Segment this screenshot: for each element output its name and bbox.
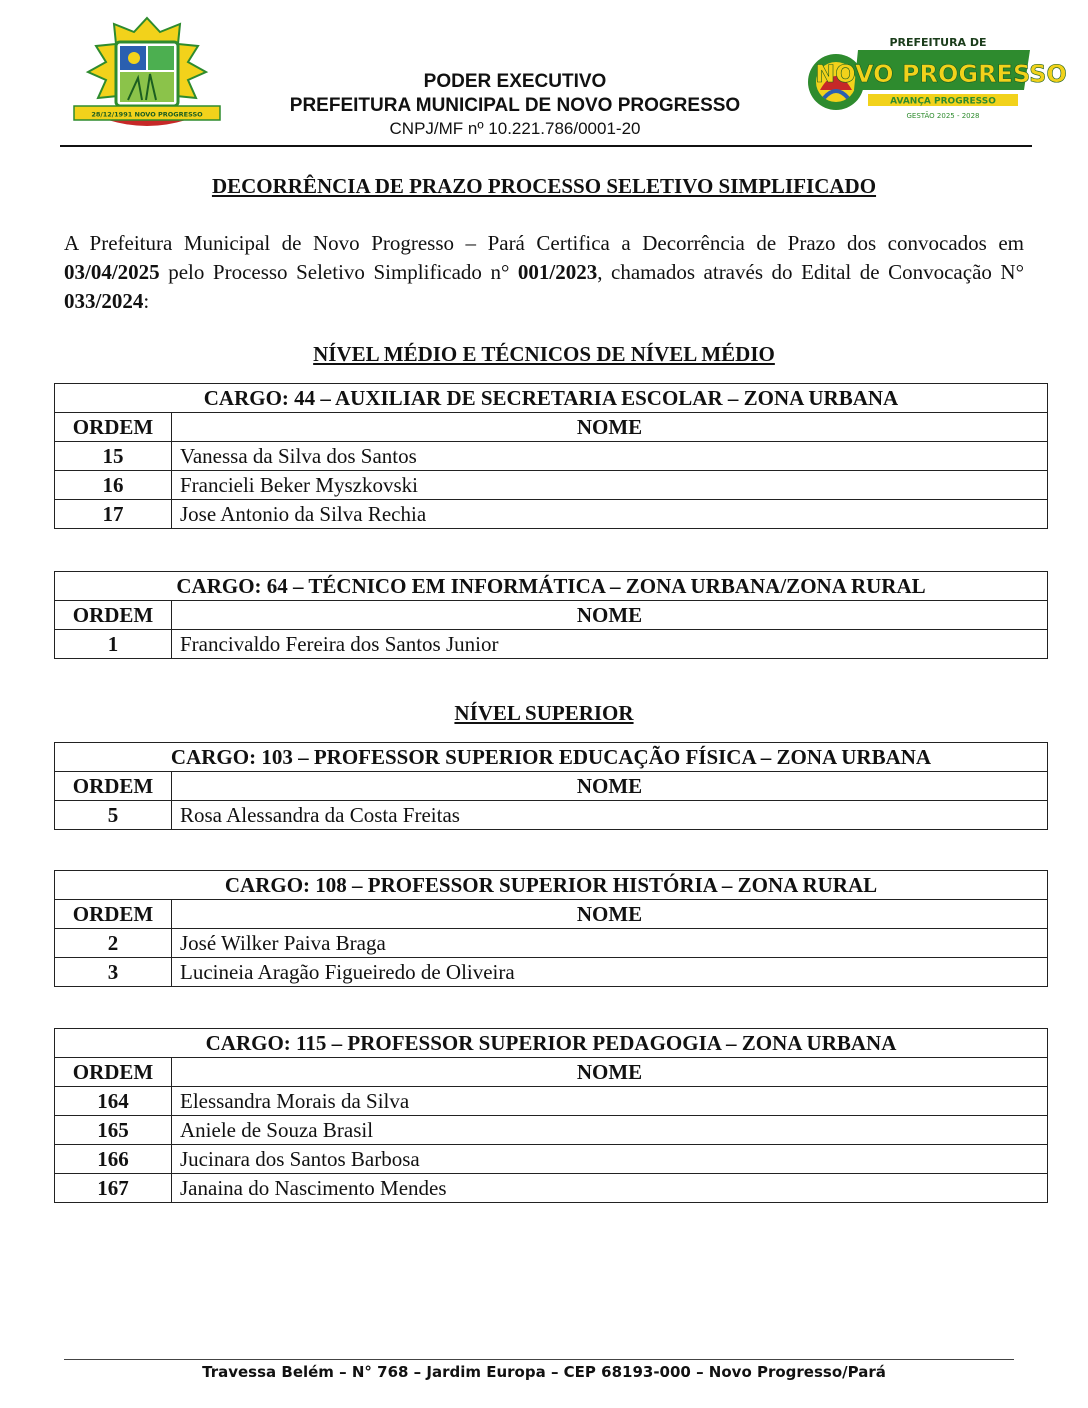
letterhead-text (230, 70, 800, 140)
table-row: 165 Aniele de Souza Brasil (55, 1116, 1048, 1145)
table-row: 1 Francivaldo Fereira dos Santos Junior (55, 630, 1048, 659)
svg-text:AVANÇA PROGRESSO: AVANÇA PROGRESSO (890, 96, 996, 107)
table-row: 15 Vanessa da Silva dos Santos (55, 442, 1048, 471)
table-row: 167 Janaina do Nascimento Mendes (55, 1174, 1048, 1203)
table-row: 2 José Wilker Paiva Braga (55, 929, 1048, 958)
cargo-table (54, 742, 1048, 830)
section-title-nivel-medio: NÍVEL MÉDIO E TÉCNICOS DE NÍVEL MÉDIO (313, 342, 775, 366)
col-ordem-header: ORDEM (55, 772, 172, 801)
table-row: 166 Jucinara dos Santos Barbosa (55, 1145, 1048, 1174)
cargo-title: CARGO: 115 – PROFESSOR SUPERIOR PEDAGOGIA – ZONA URBANA (55, 1029, 1048, 1058)
processo-number: 001/2023 (517, 260, 598, 284)
cargo-title: CARGO: 44 – AUXILIAR DE SECRETARIA ESCOLAR – ZONA URBANA (55, 384, 1048, 413)
coat-of-arms-logo (68, 16, 226, 128)
footer-divider (64, 1359, 1014, 1360)
col-ordem-header: ORDEM (55, 1058, 172, 1087)
header-divider (60, 145, 1032, 147)
table-row: 3 Lucineia Aragão Figueiredo de Oliveira (55, 958, 1048, 987)
col-ordem-header: ORDEM (55, 601, 172, 630)
poder-executivo: PODER EXECUTIVO (423, 71, 607, 92)
cnpj: CNPJ/MF nº 10.221.786/0001-20 (389, 119, 641, 138)
table-row: 164 Elessandra Morais da Silva (55, 1087, 1048, 1116)
col-nome-header: NOME (172, 772, 1048, 801)
table-row: 17 Jose Antonio da Silva Rechia (55, 500, 1048, 529)
svg-text:PREFEITURA DE: PREFEITURA DE (889, 36, 987, 49)
col-nome-header: NOME (172, 1058, 1048, 1087)
table-row: 16 Francieli Beker Myszkovski (55, 471, 1048, 500)
col-ordem-header: ORDEM (55, 413, 172, 442)
section-title-nivel-superior: NÍVEL SUPERIOR (454, 701, 634, 725)
svg-text:NOVO PROGRESSO: NOVO PROGRESSO (815, 60, 1067, 88)
cargo-table (54, 1028, 1048, 1203)
convocation-date: 03/04/2025 (64, 260, 160, 284)
intro-paragraph: A Prefeitura Municipal de Novo Progresso – Pará Certifica a Decorrência de Prazo dos convocados em 03/04/2025 pelo Processo Seletivo Simplificado n° 001/2023, chamados através do Edital de Convocação N° 033/2024: (64, 231, 1024, 313)
col-ordem-header: ORDEM (55, 900, 172, 929)
cargo-table (54, 383, 1048, 529)
footer-address: Travessa Belém – N° 768 – Jardim Europa – CEP 68193-000 – Novo Progresso/Pará (202, 1363, 886, 1381)
document-title: DECORRÊNCIA DE PRAZO PROCESSO SELETIVO SIMPLIFICADO (211, 174, 877, 198)
cargo-title: CARGO: 103 – PROFESSOR SUPERIOR EDUCAÇÃO FÍSICA – ZONA URBANA (55, 743, 1048, 772)
col-nome-header: NOME (172, 413, 1048, 442)
cargo-table (54, 870, 1048, 987)
prefeitura-name: PREFEITURA MUNICIPAL DE NOVO PROGRESSO (289, 95, 741, 116)
edital-number: 033/2024 (64, 289, 144, 313)
table-row: 5 Rosa Alessandra da Costa Freitas (55, 801, 1048, 830)
novo-progresso-logo (806, 32, 1067, 132)
cargo-title: CARGO: 64 – TÉCNICO EM INFORMÁTICA – ZONA URBANA/ZONA RURAL (55, 572, 1048, 601)
cargo-table (54, 571, 1048, 659)
cargo-title: CARGO: 108 – PROFESSOR SUPERIOR HISTÓRIA – ZONA RURAL (55, 871, 1048, 900)
col-nome-header: NOME (172, 601, 1048, 630)
svg-text:28/12/1991 NOVO PROGRESSO: 28/12/1991 NOVO PROGRESSO (91, 110, 203, 119)
svg-text:GESTÃO 2025 - 2028: GESTÃO 2025 - 2028 (906, 112, 980, 120)
col-nome-header: NOME (172, 900, 1048, 929)
letterhead (60, 14, 1067, 148)
